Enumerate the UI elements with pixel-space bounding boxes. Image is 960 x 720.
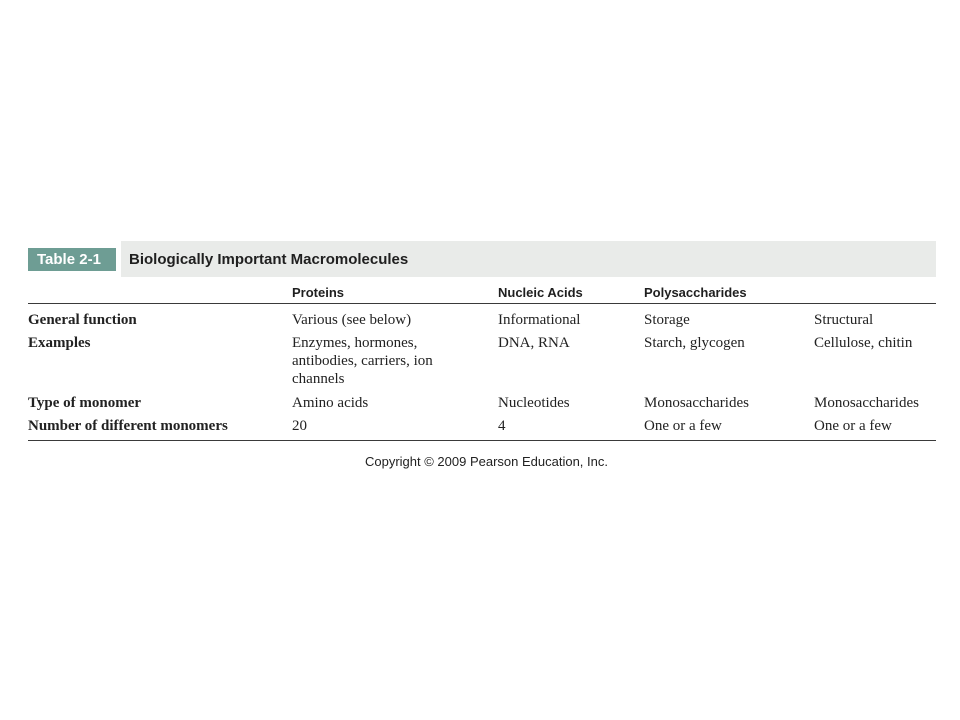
table-header-bar [28,241,936,277]
table-cell: Cellulose, chitin [814,335,913,351]
table-body [28,311,936,441]
row-label: Number of different monomers [28,418,228,434]
column-header-row [28,277,936,304]
table-number-badge [28,248,116,271]
copyright-notice: Copyright © 2009 Pearson Education, Inc. [364,454,608,469]
table-title-bar [121,241,936,277]
table-row-examples [28,334,936,394]
table-row-type-of-monomer [28,394,936,417]
table-cell: Starch, glycogen [644,335,745,351]
table-cell: Storage [644,312,690,328]
table-cell: 4 [498,418,506,434]
table-cell: Structural [814,312,874,328]
table-cell: Informational [498,312,581,328]
table-cell: Monosaccharides [814,395,919,411]
table-cell: Various (see below) [292,312,412,328]
table-cell: Monosaccharides [644,395,749,411]
row-label: General function [28,312,137,328]
table-row-number-of-monomers [28,417,936,440]
table-cell: One or a few [644,418,722,434]
row-label: Examples [28,335,91,351]
table-cell: Enzymes, hormones, antibodies, carriers, ion channels [292,335,433,387]
row-label: Type of monomer [28,395,142,411]
column-header-proteins: Proteins [292,285,345,300]
table-cell: Amino acids [292,395,369,411]
column-header-nucleic-acids: Nucleic Acids [498,285,583,300]
table-cell: One or a few [814,418,892,434]
macromolecules-table [28,241,936,441]
column-header-polysaccharides: Polysaccharides [644,285,747,300]
table-number: Table 2-1 [37,251,101,268]
table-cell: Nucleotides [498,395,570,411]
table-title: Biologically Important Macromolecules [129,250,409,268]
table-row-general-function [28,311,936,334]
table-cell: 20 [292,418,307,434]
table-cell: DNA, RNA [498,335,570,351]
